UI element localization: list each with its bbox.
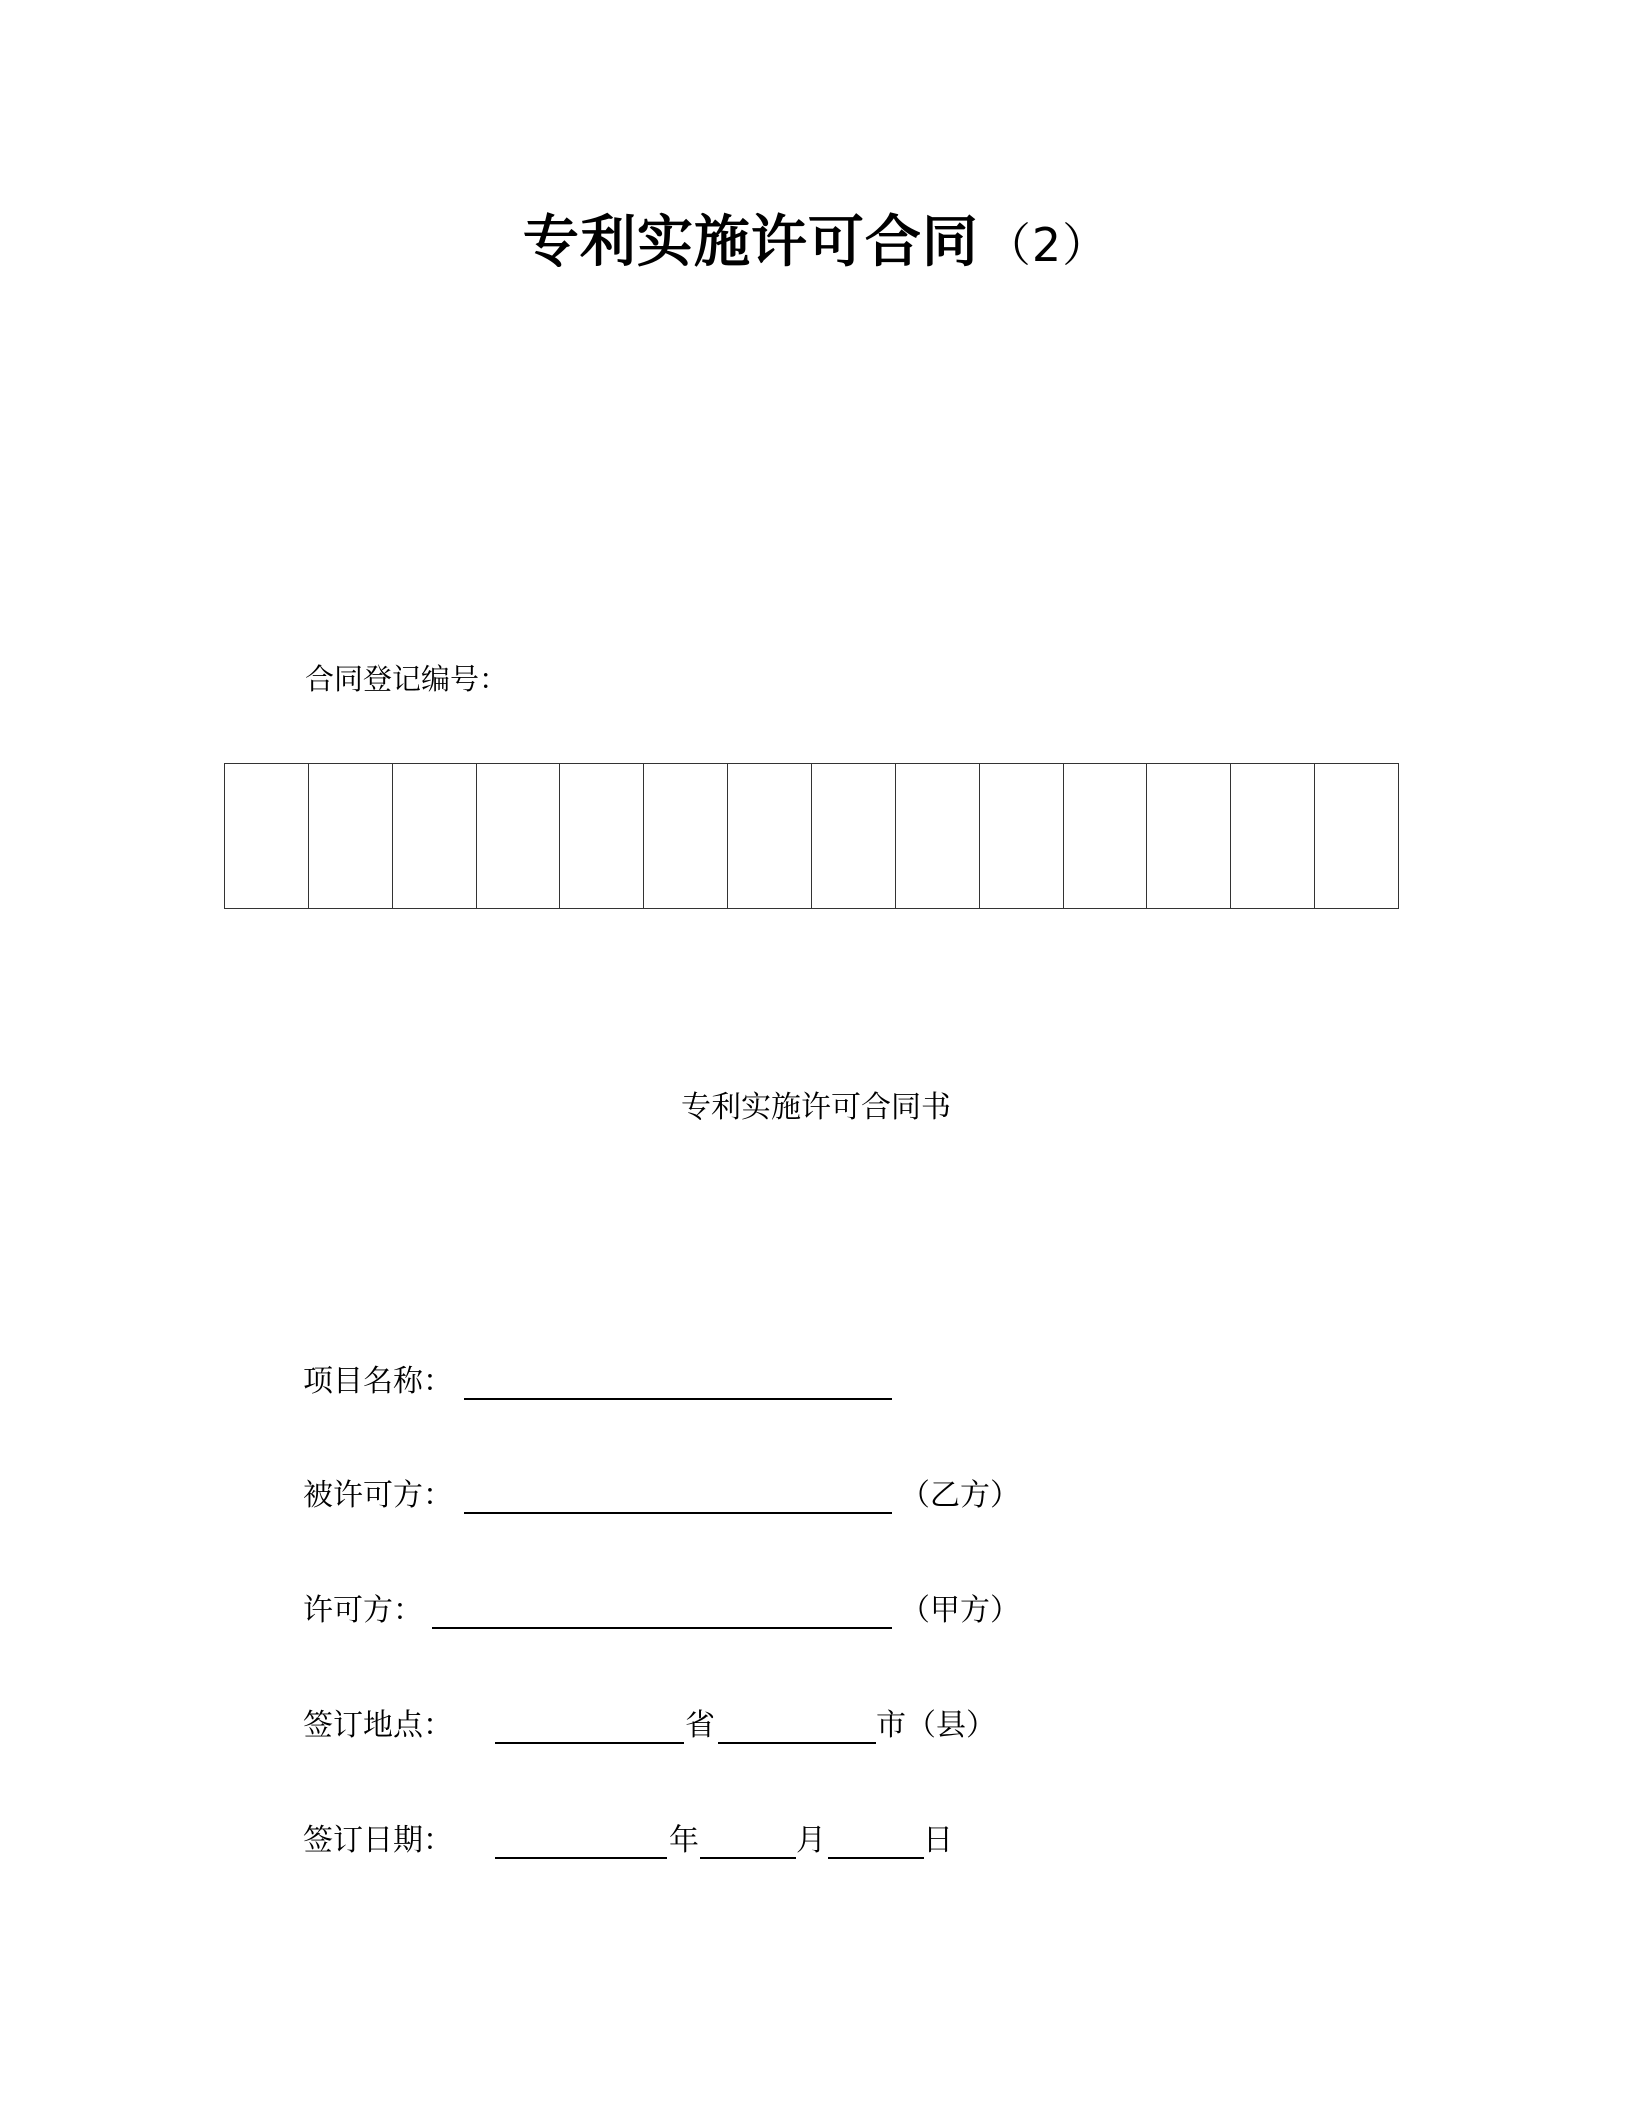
registration-digit-box[interactable]: [1231, 764, 1315, 908]
licensee-blank[interactable]: [464, 1512, 892, 1514]
province-label: 省: [685, 1708, 715, 1743]
day-label: 日: [923, 1823, 953, 1858]
day-blank[interactable]: [828, 1857, 924, 1859]
registration-number-label: 合同登记编号：: [305, 662, 509, 696]
registration-digit-box[interactable]: [980, 764, 1064, 908]
project-name-blank[interactable]: [464, 1398, 892, 1400]
registration-digit-box[interactable]: [896, 764, 980, 908]
document-subtitle: 专利实施许可合同书: [681, 1090, 951, 1125]
province-blank[interactable]: [495, 1742, 684, 1744]
registration-digit-box[interactable]: [644, 764, 728, 908]
licensee-label: 被许可方：: [303, 1478, 453, 1513]
project-name-label: 项目名称：: [303, 1364, 453, 1399]
licensor-blank[interactable]: [432, 1627, 892, 1629]
city-blank[interactable]: [718, 1742, 876, 1744]
registration-digit-box[interactable]: [560, 764, 644, 908]
registration-number-boxes: [224, 763, 1399, 909]
licensee-suffix: （乙方）: [900, 1478, 1020, 1513]
registration-digit-box[interactable]: [477, 764, 561, 908]
registration-digit-box[interactable]: [812, 764, 896, 908]
year-blank[interactable]: [495, 1857, 667, 1859]
registration-digit-box[interactable]: [1315, 764, 1398, 908]
licensor-label: 许可方：: [303, 1593, 423, 1628]
document-title: [0, 198, 1632, 278]
title-suffix: （2）: [984, 218, 1110, 272]
year-label: 年: [669, 1823, 699, 1858]
licensor-suffix: （甲方）: [900, 1593, 1020, 1628]
title-text: 专利实施许可合同: [522, 210, 979, 275]
registration-digit-box[interactable]: [225, 764, 309, 908]
signing-place-label: 签订地点：: [303, 1708, 453, 1743]
city-county-label: 市（县）: [876, 1708, 996, 1743]
registration-digit-box[interactable]: [1147, 764, 1231, 908]
registration-digit-box[interactable]: [393, 764, 477, 908]
month-blank[interactable]: [700, 1857, 796, 1859]
month-label: 月: [796, 1823, 826, 1858]
registration-digit-box[interactable]: [309, 764, 393, 908]
signing-date-label: 签订日期：: [303, 1823, 453, 1858]
registration-digit-box[interactable]: [1064, 764, 1148, 908]
registration-digit-box[interactable]: [728, 764, 812, 908]
